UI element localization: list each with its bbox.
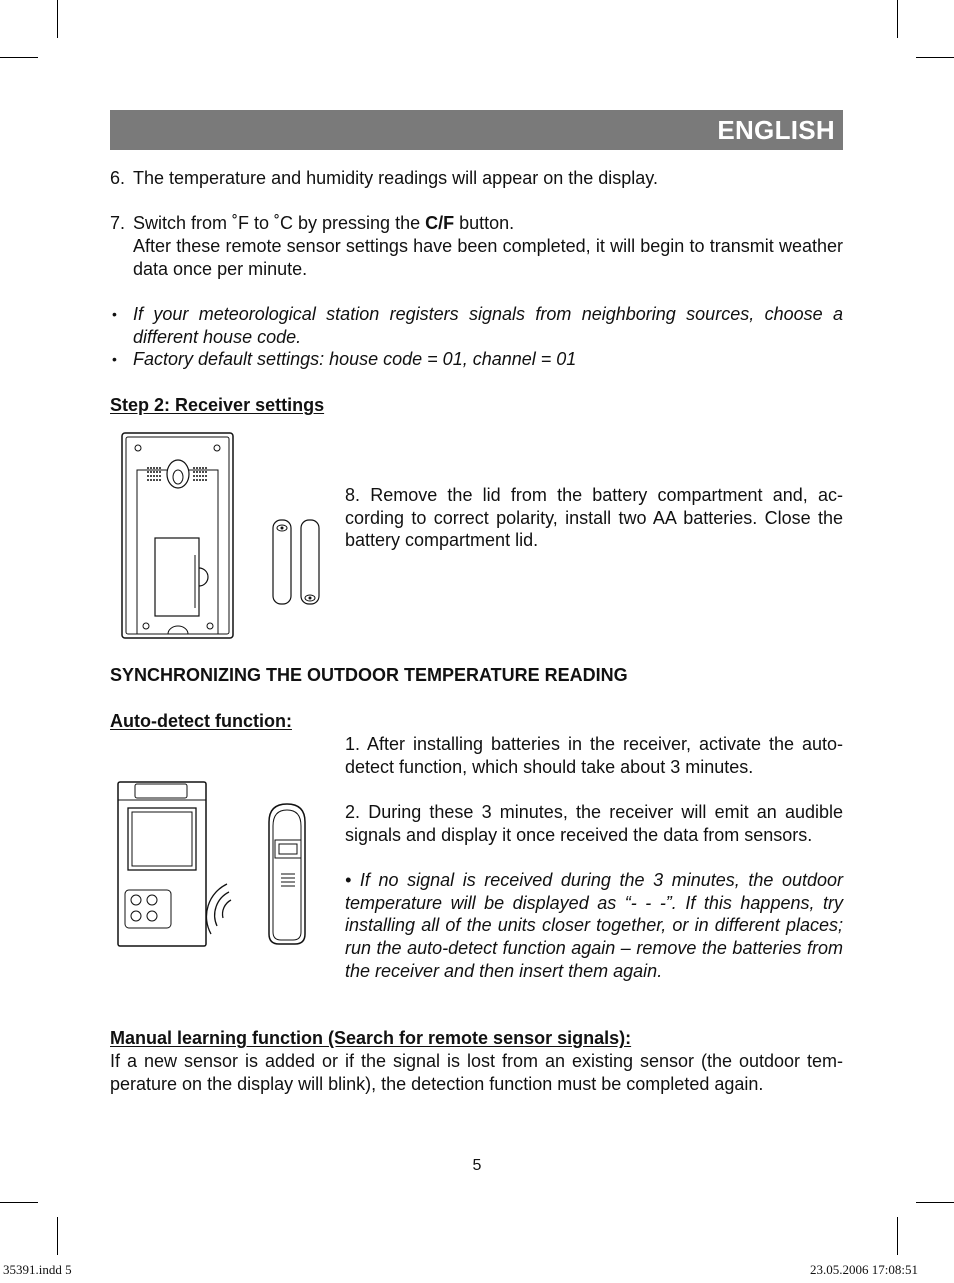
step-7-text-before: Switch from ˚F to ˚C by pressing the: [133, 213, 426, 233]
receiver-settings-heading: Step 2: Receiver settings: [110, 395, 325, 415]
note-factory-defaults: Factory default settings: house code = 01, channel = 01: [133, 349, 577, 369]
auto-detect-step-1: 1. After installing batteries in the receiver, activate the auto-detect function, which should take about 3 minutes.: [345, 734, 843, 777]
auto-detect-note: • If no signal is received during the 3 minutes, the outdoor temperature will be displayed as “- - -”. If this happens, try installing all of the units closer together, or in different places; run the auto-detect function again – remove the batteries from the receiver and then insert them again.: [345, 870, 843, 981]
crop-mark: [57, 1217, 58, 1255]
crop-mark: [916, 1202, 954, 1203]
note-house-code: If your meteorological station registers signals from neighboring sources, choose a different house code.: [133, 304, 843, 347]
crop-mark: [57, 0, 58, 38]
manual-learning-body: If a new sensor is added or if the signal is lost from an existing sensor (the outdoor tem-perature on the display will blink), the detection function must be completed again.: [110, 1051, 843, 1094]
step-7-number: 7.: [110, 213, 126, 233]
note-bullet: •: [112, 351, 117, 367]
receiver-sensor-illustration: [115, 778, 315, 950]
auto-detect-step-2: 2. During these 3 minutes, the receiver will emit an audible signals and display it once received the data from sensors.: [345, 802, 843, 845]
step-6-text: The temperature and humidity readings will appear on the display.: [133, 168, 658, 188]
language-banner: [110, 110, 843, 150]
crop-mark: [897, 1217, 898, 1255]
file-slug: 35391.indd 5: [3, 1262, 72, 1277]
step-7-text: [133, 212, 843, 235]
manual-learning-heading: Manual learning function (Search for remote sensor signals):: [110, 1028, 632, 1048]
note-bullet: •: [112, 306, 117, 322]
sync-heading: SYNCHRONIZING THE OUTDOOR TEMPERATURE READING: [110, 665, 628, 685]
crop-mark: [0, 1202, 38, 1203]
print-timestamp: 23.05.2006 17:08:51: [810, 1262, 918, 1277]
crop-mark: [897, 0, 898, 38]
step-6-number: 6.: [110, 168, 126, 188]
language-label: ENGLISH: [717, 115, 835, 145]
step-8-text: 8. Remove the lid from the battery compartment and, ac-cording to correct polarity, install two AA batteries. Close the battery compartment lid.: [345, 485, 843, 551]
page-number: 5: [472, 1157, 482, 1174]
cf-button-label: C/F: [425, 213, 455, 233]
auto-detect-heading: Auto-detect function:: [110, 711, 292, 731]
crop-mark: [0, 57, 38, 58]
step-7-text-after: button.: [454, 213, 515, 233]
crop-mark: [916, 57, 954, 58]
receiver-battery-illustration: [118, 430, 328, 642]
step-7-note: After these remote sensor settings have been completed, it will begin to transmit weather data once per minute.: [133, 236, 843, 279]
